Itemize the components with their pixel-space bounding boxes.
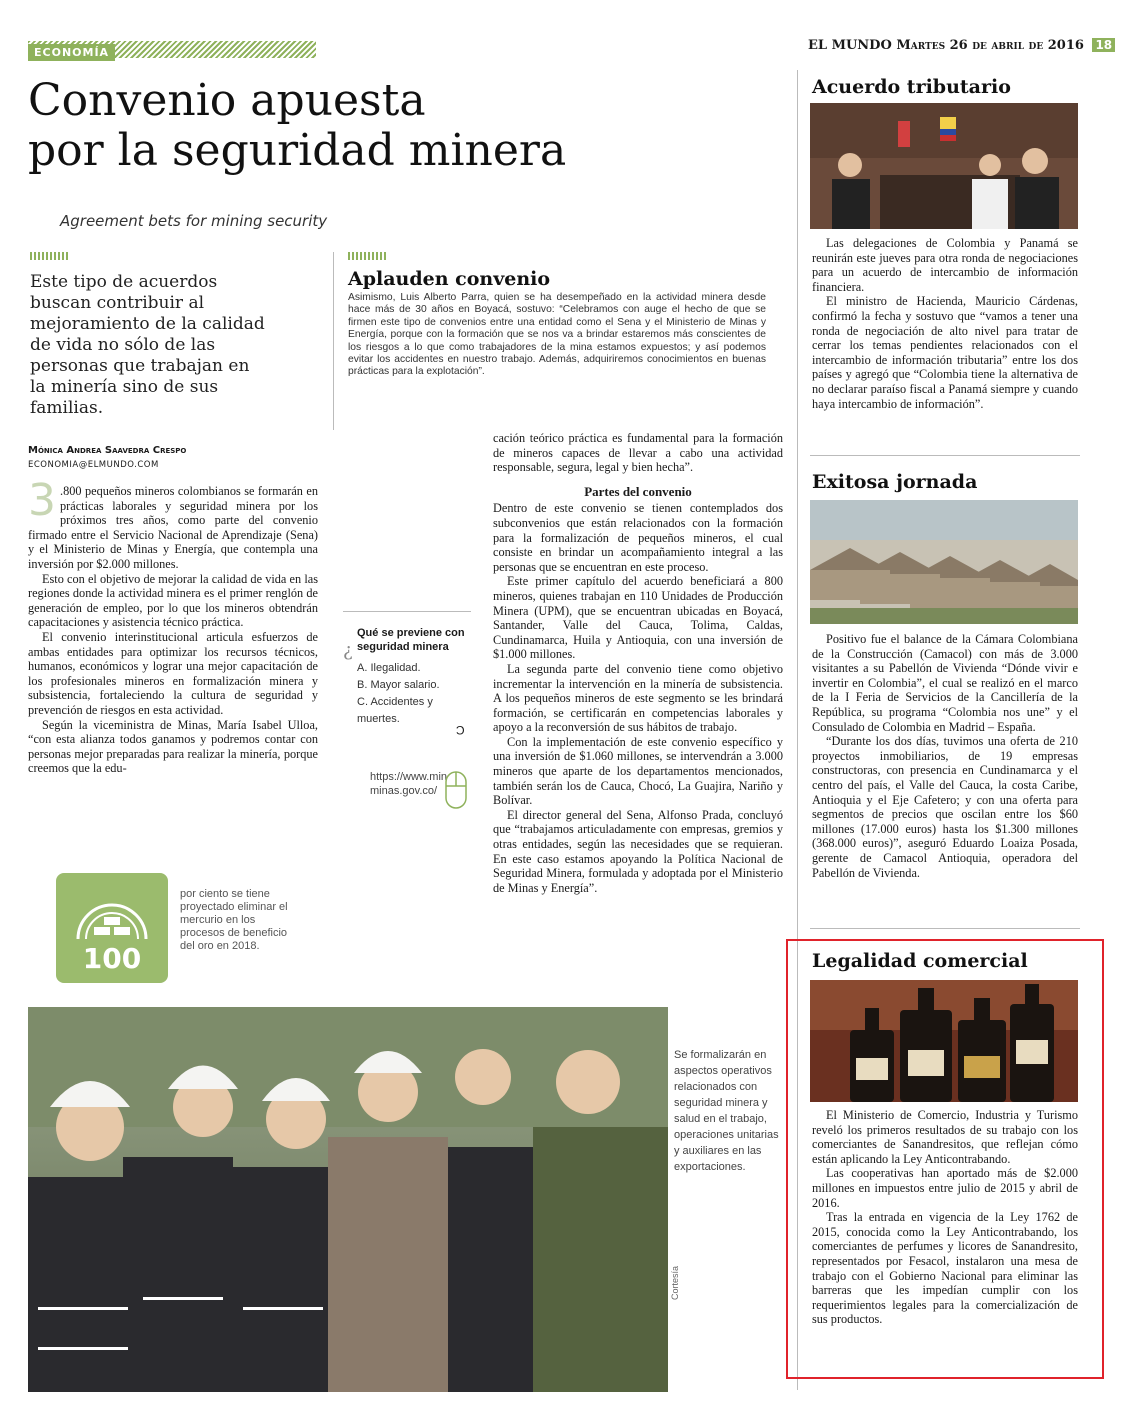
- headline: Convenio apuesta por la seguridad minera: [28, 75, 567, 176]
- mouse-icon: [443, 768, 469, 814]
- byline: Mónica Andrea Saavedra Crespo: [28, 445, 187, 456]
- page-number: 18: [1092, 38, 1115, 52]
- partes-title: Partes del convenio: [584, 483, 692, 499]
- liquor-bottles-photo: [810, 980, 1078, 1102]
- masthead: [808, 38, 1115, 53]
- lead-text: Este tipo de acuerdos buscan contribuir al mejoramiento de la calidad de vida no sólo de las personas que trabajan en la minería sino de sus familias.: [30, 272, 265, 418]
- quiz-option: C. Accidentes y muertes.: [357, 696, 433, 725]
- quiz-question: Qué se previene con seguridad minera: [357, 627, 465, 653]
- acuerdo-title: Acuerdo tributario: [812, 76, 1011, 98]
- section-label: ECONOMÍA: [28, 44, 115, 61]
- stat-badge: [56, 873, 168, 983]
- stat-text: por ciento se tiene proyectado eliminar el mercurio en los procesos de beneficio del oro en 2018.: [180, 888, 288, 952]
- applause-text: Asimismo, Luis Alberto Parra, quien se ha desempeñado en la actividad minera desde hace más de 30 años en Boyacá, sostuvo: “Celebramos con auge el hecho de que se firmen este tipo de convenios entre una entidad como el Sena y el Ministerio de Minas y Energía, porque con la formación que se nos va a brindar estaremos más conscientes de los riesgos a lo que como trabajadores de la mina estamos expuestos; y así podemos evitar los accidentes en nuestro trabajo. Además, adquiriremos conocimientos en buenas prácticas para la explotación”.: [348, 292, 766, 378]
- housing-photo: [810, 500, 1078, 624]
- section-tag: [28, 41, 316, 58]
- hatch-mark: [30, 252, 68, 260]
- miners-group-photo: [28, 1007, 668, 1392]
- paper-name: EL MUNDO: [808, 38, 892, 53]
- issue-date: Martes 26 de abril de 2016: [896, 38, 1084, 53]
- sidebar-divider: [810, 455, 1080, 456]
- gold-bars-icon: [72, 881, 152, 951]
- subhead: Agreement bets for mining security: [60, 212, 328, 230]
- sidebar-divider: [810, 928, 1080, 929]
- legalidad-title: Legalidad comercial: [812, 950, 1028, 972]
- negotiation-photo: [810, 103, 1078, 229]
- byline-email: ECONOMIA@ELMUNDO.COM: [28, 460, 159, 470]
- quiz-box: [343, 611, 471, 751]
- column-divider: [333, 252, 334, 430]
- exitosa-text: Positivo fue el balance de la Cámara Colombiana de la Construcción (Camacol) con más de 3.000 visitantes a su Pabellón de Vivienda “Dónde vivir e invertir en Colombia”, el cual se realizó en el marco de la I Feria de Servicios de la Cancillería de la República, su programa “Colombia nos une” y el Consulado de Colombia en Madrid – España. “Durante los dos días, tuvimos una oferta de 210 proyectos inmobiliarios, de 19 empresas constructoras, con presencia en Cundinamarca y el centro del país, el Valle del Cauca, la costa Caribe, Antioquia y el Eje Cafetero; y con una oferta para segmentos de precios que oscilan entre los $60 millones (17.000 euros) hasta los $1.300 millones (368.000 euros)”, aseguró Eduardo Loaiza Posada, gerente de Camacol Antioquia, operadora del Pabellón de Vivienda.: [812, 632, 1078, 880]
- dropcap: 3: [28, 475, 56, 526]
- ministry-url[interactable]: https://www.minminas.gov.co/: [370, 771, 448, 797]
- article-column-3: cación teórico práctica es fundamental para la formación de mineros capaces de llevar a cabo una actividad responsable, segura, legal y bien hecha”. Partes del convenio Dentro de este convenio se tienen contemplados dos subconvenios que están relacionados con la formación para la formalización de pequeños mineros, el cual consiste en brindar un acompañamiento integral a las personas que se encuentran en este proceso. Este primer capítulo del acuerdo beneficiará a 800 mineros, quienes trabajan en 110 Unidades de Producción Minera (UPM), que se encuentran ubicadas en Boyacá, Santander, Valle del Cauca, Tolima, Caldas, Cundinamarca, Huila y Antioquia, con una inversión de $1.000 millones. La segunda parte del convenio tiene como objetivo incrementar la intervención en la minería de subsistencia. A los pequeños mineros de este segmento se les brindará formación, se certificarán en competencias laborales y apoyo a la reconversión de sus hábitos de trabajo. Con la implementación de este convenio específico y una inversión de $1.060 millones, se intervendrán a 3.000 mineros que aparte de los departamentos mencionados, también serán los de Cauca, Chocó, La Guajira, Nariño y Bolívar. El director general del Sena, Alfonso Prada, concluyó que “trabajamos articuladamente con empresas, gremios y otras entidades, según las necesidades que se requieran. En este caso estamos apoyando la Política Nacional de Seguridad Minera, formulada y adoptada por el Ministerio de Minas y Energía”.: [493, 431, 783, 895]
- applause-title: Aplauden convenio: [348, 268, 551, 290]
- hatch-mark: [348, 252, 386, 260]
- quiz-option: B. Mayor salario.: [357, 679, 440, 691]
- quiz-option: A. Ilegalidad.: [357, 662, 421, 674]
- photo-caption: Se formalizarán en aspectos operativos relacionados con seguridad minera y salud en el trabajo, operaciones unitarias y auxiliares en las exportaciones.: [674, 1049, 779, 1173]
- stat-number: 100: [82, 942, 142, 975]
- photo-credit: Cortesía: [670, 1265, 680, 1300]
- article-column-1: 3 .800 pequeños mineros colombianos se formarán en prácticas laborales y seguridad minera por los próximos tres años, como parte del convenio firmado entre el Servicio Nacional de Aprendizaje (Sena) y el Ministerio de Minas y Energía, que contempla una inversión por $2.000 millones. Esto con el objetivo de mejorar la calidad de vida en las regiones donde la actividad minera es el primer renglón de generación de empleo, por lo que los mineros obtendrán capacitaciones y asistencia técnico práctica. El convenio interinstitucional articula esfuerzos de ambas entidades para optimizar los recursos técnicos, humanos, económicos y lograr una mejor capacitación de los profesionales mineros en formalización minera y subsistencia, fortaleciendo la cultura de seguridad y prevención de riesgos en esta actividad. Según la viceministra de Minas, María Isabel Ulloa, “con esta alianza todos ganamos y podremos contar con personas mejor preparadas para realizar la minería, porque creemos que la edu-: [28, 475, 318, 776]
- exitosa-title: Exitosa jornada: [812, 471, 978, 493]
- acuerdo-text: Las delegaciones de Colombia y Panamá se reunirán este jueves para otra ronda de negociaciones para un acuerdo de intercambio de información financiera. El ministro de Hacienda, Mauricio Cárdenas, confirmó la fecha y sostuvo que “vamos a tener una ronda de negociación de alto nivel para tratar de cerrar los temas pendientes relacionados con el intercambio de información tributaria” entre los dos países y agregó que “Colombia tiene la alternativa de no declarar paraíso fiscal a Panamá siempre y cuando haya intercambio de información”.: [812, 236, 1078, 411]
- legalidad-text: El Ministerio de Comercio, Industria y Turismo reveló los primeros resultados de su trabajo con los comerciantes de Sanandresitos, que reflejan cómo están aplicando la Ley Anticontrabando. Las cooperativas han aportado más de $2.000 millones en impuestos entre julio de 2015 y abril de 2016. Tras la entrada en vigencia de la Ley 1762 de 2015, conocida como la Ley Anticontrabando, los comerciantes de perfumes y licores de Sanandresito, representados por Fesacol, instalaron una mesa de trabajo con el Gobierno Nacional para eliminar las barreras que les impedían cumplir con los requerimientos legales para la comercialización de sus productos.: [812, 1108, 1078, 1327]
- question-mark-icon: ¿: [343, 640, 353, 661]
- quiz-answer: C: [456, 723, 465, 737]
